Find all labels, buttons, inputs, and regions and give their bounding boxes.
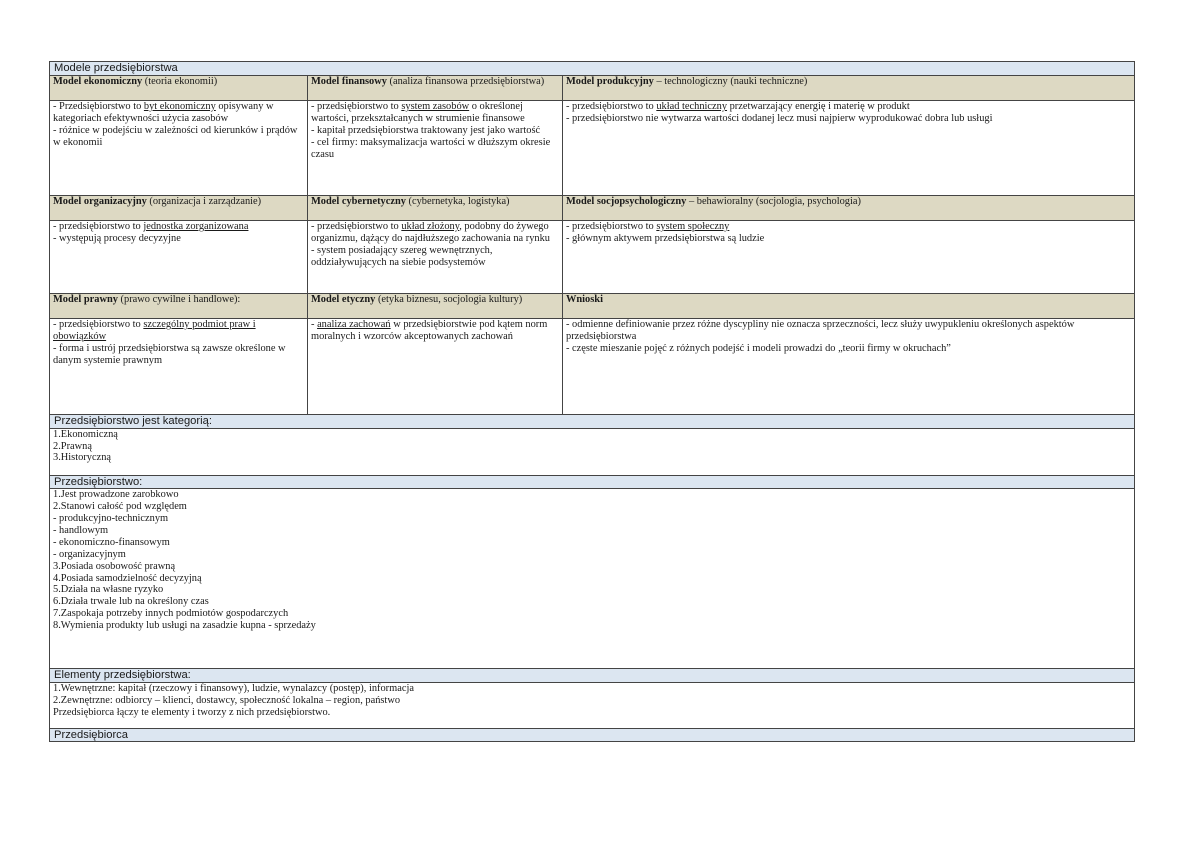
model-body-row-1 xyxy=(50,101,1135,196)
list-item: - organizacyjnym xyxy=(53,548,126,560)
section-modele xyxy=(50,62,1135,76)
section-title: Modele przedsiębiorstwa xyxy=(50,62,1135,76)
section-title: Przedsiębiorstwo jest kategorią: xyxy=(50,415,1135,429)
model-prawny-body: - przedsiębiorstwo to szczególny podmiot praw i obowiązków - forma i ustrój przedsiębiorstwa są zawsze określone w danym systemie prawnym xyxy=(50,319,308,415)
list-item: Przedsiębiorca łączy te elementy i tworzy z nich przedsiębiorstwo. xyxy=(53,706,331,718)
elementy-body xyxy=(50,682,1135,728)
model-header-row-2 xyxy=(50,196,1135,221)
section-przedsiebiorca xyxy=(50,728,1135,742)
model-socjopsychologiczny-body: - przedsiębiorstwo to system społeczny - głównym aktywem przedsiębiorstwa są ludzie xyxy=(563,221,1135,294)
list-item: 4.Posiada samodzielność decyzyjną xyxy=(53,572,202,584)
model-etyczny-body: - analiza zachowań w przedsiębiorstwie pod kątem norm moralnych i wzorców akceptowanych zachowań xyxy=(308,319,563,415)
model-ekonomiczny-header: Model ekonomiczny (teoria ekonomii) xyxy=(50,76,308,101)
list-item: 1.Jest prowadzone zarobkowo xyxy=(53,489,179,501)
list-item: - produkcyjno-technicznym xyxy=(53,513,169,524)
list-item: 5.Działa na własne ryzyko xyxy=(53,584,164,596)
section-title: Przedsiębiorca xyxy=(50,728,1135,742)
model-body-row-2 xyxy=(50,221,1135,294)
model-header-row-3 xyxy=(50,294,1135,319)
przedsiebiorstwo-body xyxy=(50,489,1135,669)
list-item: 3.Historyczną xyxy=(53,452,111,464)
list-item: - handlowym xyxy=(53,524,109,536)
model-ekonomiczny-body: - Przedsiębiorstwo to byt ekonomiczny opisywany w kategoriach efektywności użycia zasobów - różnice w podejściu w zależności od kierunków i prądów w ekonomii xyxy=(50,101,308,196)
model-etyczny-header: Model etyczny (etyka biznesu, socjologia kultury) xyxy=(308,294,563,319)
model-organizacyjny-body: - przedsiębiorstwo to jednostka zorganizowana - występują procesy decyzyjne xyxy=(50,221,308,294)
model-produkcyjny-body: - przedsiębiorstwo to układ techniczny przetwarzający energię i materię w produkt - przedsiębiorstwo nie wytwarza wartości dodanej lecz musi najpierw wyprodukować dobra lub usługi xyxy=(563,101,1135,196)
section-title: Przedsiębiorstwo: xyxy=(50,475,1135,489)
section-title: Elementy przedsiębiorstwa: xyxy=(50,669,1135,683)
wnioski-body: - odmienne definiowanie przez różne dyscypliny nie oznacza sprzeczności, lecz służy uwypukleniu określonych aspektów przedsiębiorstwa - częste mieszanie pojęć z różnych podejść i modeli prowadzi do „teorii firmy w okruchach” xyxy=(563,319,1135,415)
model-header-row-1 xyxy=(50,76,1135,101)
list-item: - ekonomiczno-finansowym xyxy=(53,536,170,548)
model-organizacyjny-header: Model organizacyjny (organizacja i zarządzanie) xyxy=(50,196,308,221)
list-item: 1.Ekonomiczną xyxy=(53,428,118,440)
list-item: 6.Działa trwale lub na określony czas xyxy=(53,596,209,608)
list-item: 2.Stanowi całość pod względem xyxy=(53,501,187,513)
model-body-row-3 xyxy=(50,319,1135,415)
model-prawny-header: Model prawny (prawo cywilne i handlowe): xyxy=(50,294,308,319)
section-przedsiebiorstwo xyxy=(50,475,1135,489)
section-elementy xyxy=(50,669,1135,683)
list-item: 3.Posiada osobowość prawną xyxy=(53,560,176,572)
list-item: 7.Zaspokaja potrzeby innych podmiotów gospodarczych xyxy=(53,608,289,620)
model-produkcyjny-header: Model produkcyjny – technologiczny (nauki techniczne) xyxy=(563,76,1135,101)
notes-table xyxy=(49,61,1135,742)
kategoria-body xyxy=(50,428,1135,475)
model-finansowy-body: - przedsiębiorstwo to system zasobów o określonej wartości, przekształcanych w strumienie finansowe - kapitał przedsiębiorstwa traktowany jest jako wartość - cel firmy: maksymalizacja wartości w dłuższym okresie czasu xyxy=(308,101,563,196)
list-item: 1.Wewnętrzne: kapitał (rzeczowy i finansowy), ludzie, wynalazcy (postęp), informacja xyxy=(53,682,414,694)
list-item: 2.Prawną xyxy=(53,440,92,452)
wnioski-header: Wnioski xyxy=(563,294,1135,319)
model-socjopsychologiczny-header: Model socjopsychologiczny – behawioralny (socjologia, psychologia) xyxy=(563,196,1135,221)
section-kategoria xyxy=(50,415,1135,429)
list-item: 2.Zewnętrzne: odbiorcy – klienci, dostawcy, społeczność lokalna – region, państwo xyxy=(53,694,401,706)
list-item: 8.Wymienia produkty lub usługi na zasadzie kupna - sprzedaży xyxy=(53,620,316,632)
document-page xyxy=(49,61,1134,742)
model-cybernetyczny-header: Model cybernetyczny (cybernetyka, logistyka) xyxy=(308,196,563,221)
model-cybernetyczny-body: - przedsiębiorstwo to układ złożony, podobny do żywego organizmu, dążący do najdłuższego zachowania na rynku - system posiadający szereg wewnętrznych, oddziaływujących na siebie podsystemów xyxy=(308,221,563,294)
model-finansowy-header: Model finansowy (analiza finansowa przedsiębiorstwa) xyxy=(308,76,563,101)
